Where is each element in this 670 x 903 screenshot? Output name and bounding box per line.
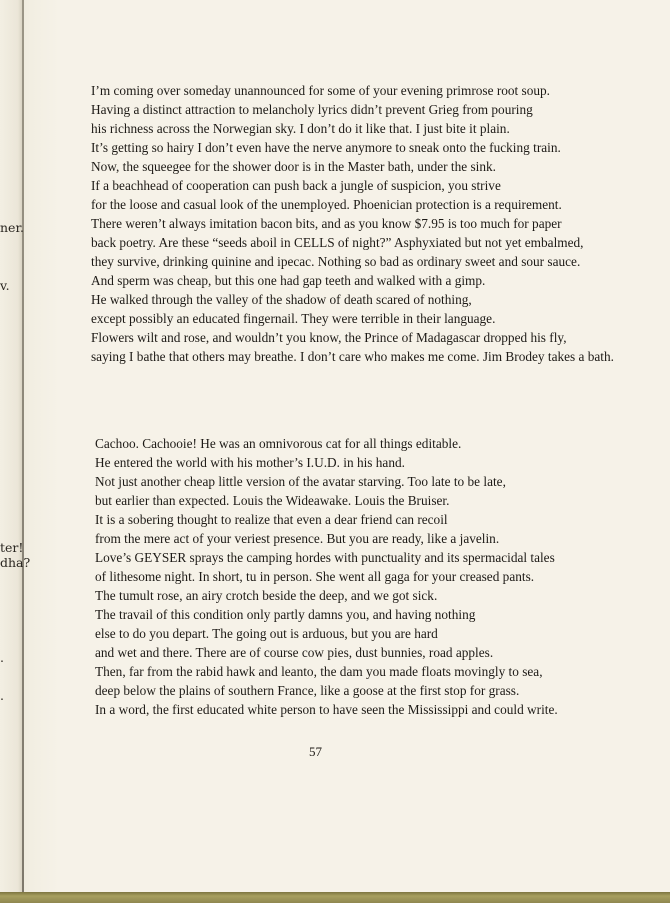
poem-stanza-1 — [91, 81, 661, 366]
poem-line: back poetry. Are these “seeds aboil in CELLS of night?” Asphyxiated but not yet embalmed, — [91, 235, 584, 250]
poem-line: Now, the squeegee for the shower door is in the Master bath, under the sink. — [91, 159, 496, 174]
poem-line: from the mere act of your veriest presence. But you are ready, like a javelin. — [95, 531, 500, 546]
poem-line: And sperm was cheap, but this one had gap teeth and walked with a gimp. — [91, 273, 486, 288]
poem-line: There weren’t always imitation bacon bits, and as you know $7.95 is too much for paper — [91, 216, 562, 231]
poem-line: In a word, the first educated white person to have seen the Mississippi and could write. — [95, 702, 558, 717]
poem-line: It’s getting so hairy I don’t even have the nerve anymore to sneak onto the fucking train. — [91, 140, 561, 155]
poem-line: I’m coming over someday unannounced for some of your evening primrose root soup. — [91, 83, 551, 98]
poem-stanza-2 — [95, 434, 665, 719]
page-bottom-edge — [0, 892, 670, 903]
page-number: 57 — [309, 744, 322, 759]
facing-page-fragment: v. — [0, 278, 10, 293]
poem-line: for the loose and casual look of the unemployed. Phoenician protection is a requirement. — [91, 197, 562, 212]
poem-line: The travail of this condition only partly damns you, and having nothing — [95, 607, 476, 622]
poem-line: Not just another cheap little version of the avatar starving. Too late to be late, — [95, 474, 506, 489]
poem-line: If a beachhead of cooperation can push back a jungle of suspicion, you strive — [91, 178, 501, 193]
facing-page-fragment: ner. — [0, 220, 25, 235]
poem-line: except possibly an educated fingernail. They were terrible in their language. — [91, 311, 496, 326]
poem-line: Flowers wilt and rose, and wouldn’t you know, the Prince of Madagascar dropped his fly, — [91, 330, 567, 345]
poem-line: deep below the plains of southern France, like a goose at the first stop for grass. — [95, 683, 520, 698]
poem-line: He entered the world with his mother’s I.U.D. in his hand. — [95, 455, 405, 470]
poem-line: Then, far from the rabid hawk and leanto, the dam you made floats movingly to sea, — [95, 664, 543, 679]
poem-line: Having a distinct attraction to melancholy lyrics didn’t prevent Grieg from pouring — [91, 102, 533, 117]
poem-line: his richness across the Norwegian sky. I don’t do it like that. I just bite it plain. — [91, 121, 510, 136]
poem-line: Love’s GEYSER sprays the camping hordes with punctuality and its spermacidal tales — [95, 550, 555, 565]
poem-line: He walked through the valley of the shadow of death scared of nothing, — [91, 292, 472, 307]
poem-line: they survive, drinking quinine and ipecac. Nothing so bad as ordinary sweet and sour sauce. — [91, 254, 581, 269]
facing-page-fragment: . — [0, 650, 4, 665]
poem-line: The tumult rose, an airy crotch beside the deep, and we got sick. — [95, 588, 438, 603]
poem-line: saying I bathe that others may breathe. I don’t care who makes me come. Jim Brodey takes a bath. — [91, 349, 614, 364]
poem-line: Cachoo. Cachooie! He was an omnivorous cat for all things editable. — [95, 436, 462, 451]
poem-line: of lithesome night. In short, tu in person. She went all gaga for your creased pants. — [95, 569, 535, 584]
poem-line: but earlier than expected. Louis the Wideawake. Louis the Bruiser. — [95, 493, 450, 508]
facing-page-fragment: ter! — [0, 540, 24, 555]
poem-line: and wet and there. There are of course cow pies, dust bunnies, road apples. — [95, 645, 494, 660]
poem-line: It is a sobering thought to realize that even a dear friend can recoil — [95, 512, 448, 527]
facing-page-fragment: . — [0, 688, 4, 703]
poem-line: else to do you depart. The going out is arduous, but you are hard — [95, 626, 438, 641]
facing-page-fragment: dha? — [0, 555, 31, 570]
